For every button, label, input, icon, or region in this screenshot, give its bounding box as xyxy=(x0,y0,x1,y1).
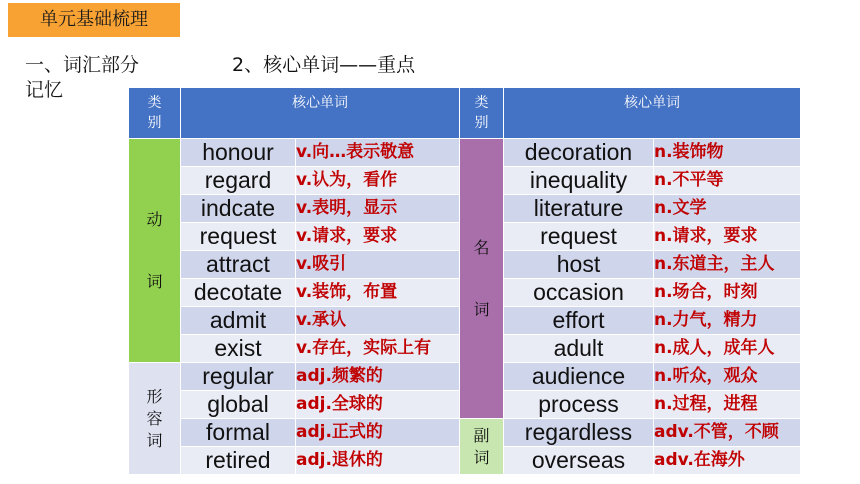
right-meaning: n.场合，时刻 xyxy=(654,279,801,307)
right-word: host xyxy=(504,251,654,279)
left-meaning: v.向…表示敬意 xyxy=(296,139,460,167)
left-word: decotate xyxy=(181,279,296,307)
category-char: 名 xyxy=(473,237,490,257)
left-meaning: v.吸引 xyxy=(296,251,460,279)
right-meaning: n.成人，成年人 xyxy=(654,335,801,363)
right-meaning: n.装饰物 xyxy=(654,139,801,167)
category-char: 动 xyxy=(146,209,163,229)
right-meaning: adv.不管，不顾 xyxy=(654,419,801,447)
table-row xyxy=(129,419,801,447)
right-word: audience xyxy=(504,363,654,391)
left-word: exist xyxy=(181,335,296,363)
left-meaning: adj.正式的 xyxy=(296,419,460,447)
section-title: 单元基础梳理 xyxy=(8,3,180,37)
category-verb xyxy=(129,139,181,363)
category-adjective xyxy=(129,363,181,475)
right-meaning: n.力气，精力 xyxy=(654,307,801,335)
right-word: decoration xyxy=(504,139,654,167)
left-meaning: adj.退休的 xyxy=(296,447,460,475)
right-word: effort xyxy=(504,307,654,335)
left-meaning: v.承认 xyxy=(296,307,460,335)
left-word: indcate xyxy=(181,195,296,223)
heading-vocabulary-line2: 记忆 xyxy=(25,79,64,101)
right-word: process xyxy=(504,391,654,419)
right-meaning: n.东道主，主人 xyxy=(654,251,801,279)
header-category-left: 类 别 xyxy=(129,88,181,139)
right-word: overseas xyxy=(504,447,654,475)
heading-vocabulary: 一、词汇部分 xyxy=(25,54,140,76)
left-meaning: adj.全球的 xyxy=(296,391,460,419)
right-meaning: n.不平等 xyxy=(654,167,801,195)
header-core-right: 核心单词 xyxy=(504,88,801,139)
right-word: adult xyxy=(504,335,654,363)
right-meaning: adv.在海外 xyxy=(654,447,801,475)
left-meaning: v.装饰，布置 xyxy=(296,279,460,307)
header-core-left: 核心单词 xyxy=(181,88,460,139)
left-meaning: v.存在，实际上有 xyxy=(296,335,460,363)
category-char: 词 xyxy=(146,430,163,450)
category-char: 词 xyxy=(473,299,490,319)
left-meaning: adj.频繁的 xyxy=(296,363,460,391)
header-category-right: 类 别 xyxy=(460,88,504,139)
left-meaning: v.认为，看作 xyxy=(296,167,460,195)
right-meaning: n.听众，观众 xyxy=(654,363,801,391)
left-word: honour xyxy=(181,139,296,167)
category-adverb xyxy=(460,419,504,475)
category-char: 词 xyxy=(473,447,490,467)
category-noun xyxy=(460,139,504,419)
left-word: formal xyxy=(181,419,296,447)
left-meaning: v.请求，要求 xyxy=(296,223,460,251)
left-word: request xyxy=(181,223,296,251)
right-word: inequality xyxy=(504,167,654,195)
left-meaning: v.表明，显示 xyxy=(296,195,460,223)
table-row xyxy=(129,139,801,167)
right-meaning: n.文学 xyxy=(654,195,801,223)
heading-core-words: 2、核心单词——重点 xyxy=(232,54,416,76)
right-meaning: n.过程，进程 xyxy=(654,391,801,419)
right-word: regardless xyxy=(504,419,654,447)
left-word: global xyxy=(181,391,296,419)
category-char: 容 xyxy=(146,408,163,428)
table-header-row xyxy=(129,88,801,139)
vocabulary-table xyxy=(128,87,801,475)
right-meaning: n.请求，要求 xyxy=(654,223,801,251)
right-word: request xyxy=(504,223,654,251)
left-word: regular xyxy=(181,363,296,391)
category-char: 形 xyxy=(146,386,163,406)
right-word: occasion xyxy=(504,279,654,307)
left-word: regard xyxy=(181,167,296,195)
right-word: literature xyxy=(504,195,654,223)
left-word: retired xyxy=(181,447,296,475)
category-char: 词 xyxy=(146,271,163,291)
left-word: admit xyxy=(181,307,296,335)
left-word: attract xyxy=(181,251,296,279)
category-char: 副 xyxy=(473,425,490,445)
